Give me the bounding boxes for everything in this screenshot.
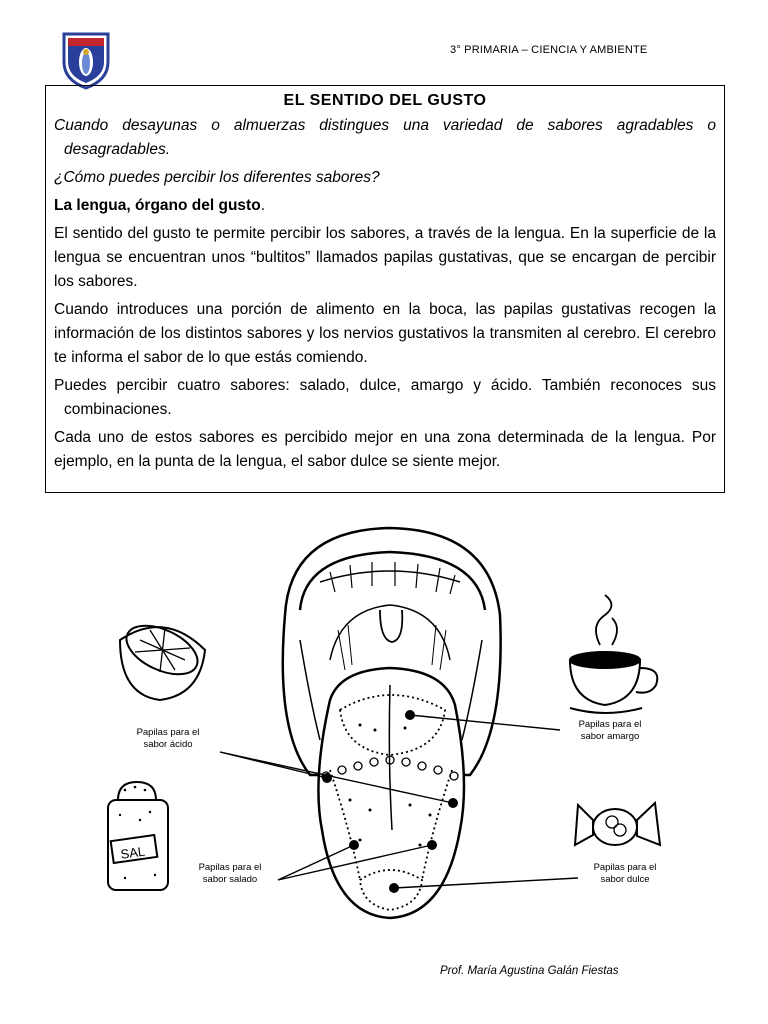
label-amargo <box>560 719 660 743</box>
salt-label-text: SAL <box>119 843 147 862</box>
school-crest-icon <box>60 30 112 90</box>
label-acido-line1: Papilas para el <box>136 727 200 738</box>
label-dulce-line1: Papilas para el <box>593 862 657 873</box>
salt-shaker-icon <box>108 782 168 890</box>
paragraph-2: Cuando introduces una porción de alimento en la boca, las papilas gustativas recogen la información de los distintos sabores y los nervios gustativos la transmiten al cerebro. El cerebro te informa el sabor de lo que estás comiendo. <box>54 301 716 366</box>
paragraph-3: Puedes percibir cuatro sabores: salado, dulce, amargo y ácido. También reconoces sus combinaciones. <box>54 377 716 418</box>
label-amargo-line1: Papilas para el <box>578 719 642 730</box>
section-heading-end: . <box>260 197 265 214</box>
content-box <box>45 85 725 493</box>
label-amargo-line2: sabor amargo <box>580 731 640 742</box>
label-acido-line2: sabor ácido <box>143 739 193 750</box>
label-acido <box>118 727 218 751</box>
course-header: 3° PRIMARIA – CIENCIA Y AMBIENTE <box>450 44 648 56</box>
tongue-figure <box>0 500 768 960</box>
candy-icon <box>575 803 660 845</box>
paragraph-1: El sentido del gusto te permite percibir los sabores, a través de la lengua. En la superficie de la lengua se encuentran unos “bultitos” llamados papilas gustativas, que se encargan de percibir los sabores. <box>54 225 716 290</box>
label-salado-line1: Papilas para el <box>198 862 262 873</box>
label-salado <box>180 862 280 886</box>
page-title: EL SENTIDO DEL GUSTO <box>283 92 487 109</box>
section-heading-text: La lengua, órgano del gusto <box>54 197 261 214</box>
section-heading <box>54 194 716 218</box>
coffee-cup-icon <box>570 595 657 713</box>
label-salado-line2: sabor salado <box>202 874 258 885</box>
label-dulce <box>575 862 675 886</box>
label-dulce-line2: sabor dulce <box>600 874 650 885</box>
lemon-icon <box>119 616 205 700</box>
question-paragraph: ¿Cómo puedes percibir los diferentes sabores? <box>54 169 380 186</box>
tongue-shape <box>318 668 464 918</box>
intro-paragraph: Cuando desayunas o almuerzas distingues una variedad de sabores agradables o desagradables. <box>54 117 716 158</box>
author-signature: Prof. María Agustina Galán Fiestas <box>440 965 619 977</box>
paragraph-4: Cada uno de estos sabores es percibido mejor en una zona determinada de la lengua. Por ejemplo, en la punta de la lengua, el sabor dulce se siente mejor. <box>54 429 716 470</box>
